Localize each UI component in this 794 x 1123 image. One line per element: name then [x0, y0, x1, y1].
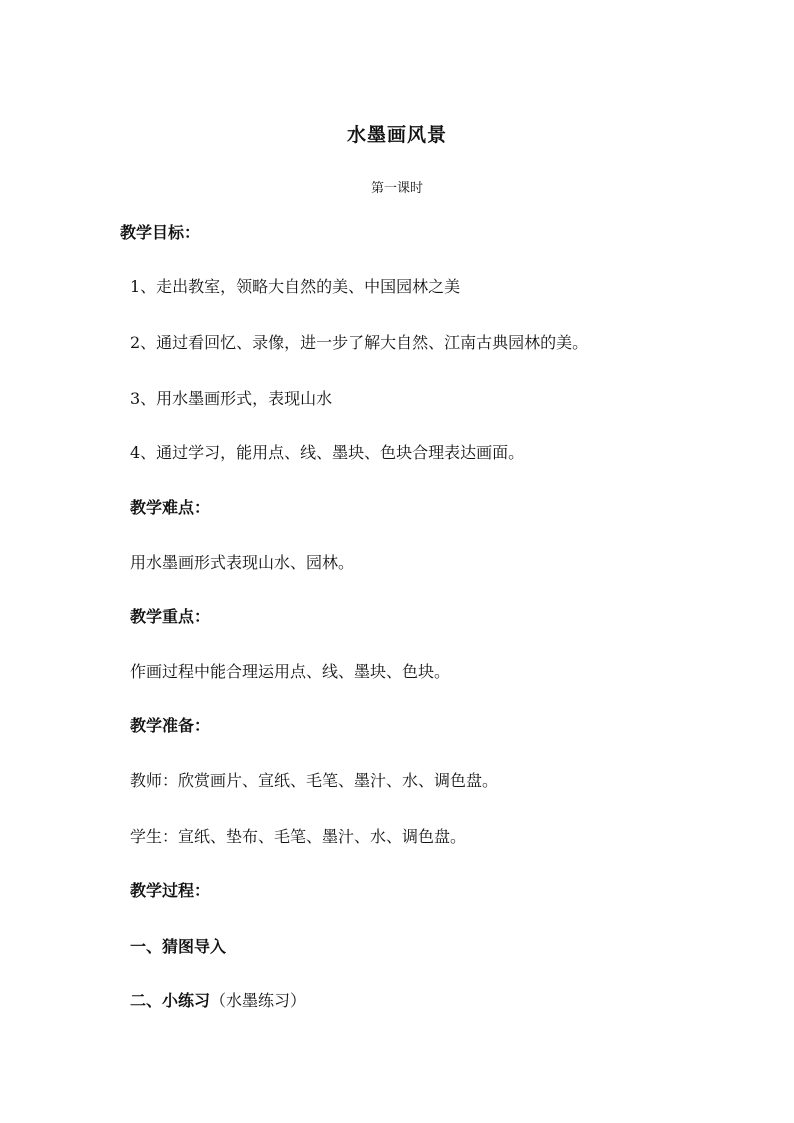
process-heading: 教学过程： [130, 881, 211, 900]
objective-item-3: 3、用水墨画形式，表现山水 [130, 389, 333, 408]
process-step-2 [130, 991, 306, 1011]
objective-item-2: 2、通过看回忆、录像，进一步了解大自然、江南古典园林的美。 [130, 333, 589, 352]
process-step-2-title: 二、小练习 [130, 991, 211, 1010]
page-title: 水墨画风景 [346, 124, 447, 146]
process-step-2-note: （水墨练习） [210, 991, 307, 1010]
preparation-heading: 教学准备： [130, 716, 211, 735]
objectives-heading: 教学目标： [120, 223, 201, 242]
key-points-heading: 教学重点： [130, 607, 211, 626]
page-subtitle: 第一课时 [370, 181, 423, 196]
difficulty-text: 用水墨画形式表现山水、园林。 [130, 553, 355, 572]
objective-item-1: 1、走出教室，领略大自然的美、中国园林之美 [130, 277, 461, 296]
key-points-text: 作画过程中能合理运用点、线、墨块、色块。 [130, 662, 451, 681]
process-step-1: 一、猜图导入 [130, 937, 227, 956]
difficulty-heading: 教学难点： [130, 498, 211, 517]
preparation-teacher: 教师：欣赏画片、宣纸、毛笔、墨汁、水、调色盘。 [130, 771, 499, 790]
objective-item-4: 4、通过学习，能用点、线、墨块、色块合理表达画面。 [130, 443, 525, 462]
preparation-student: 学生：宣纸、垫布、毛笔、墨汁、水、调色盘。 [130, 827, 467, 846]
